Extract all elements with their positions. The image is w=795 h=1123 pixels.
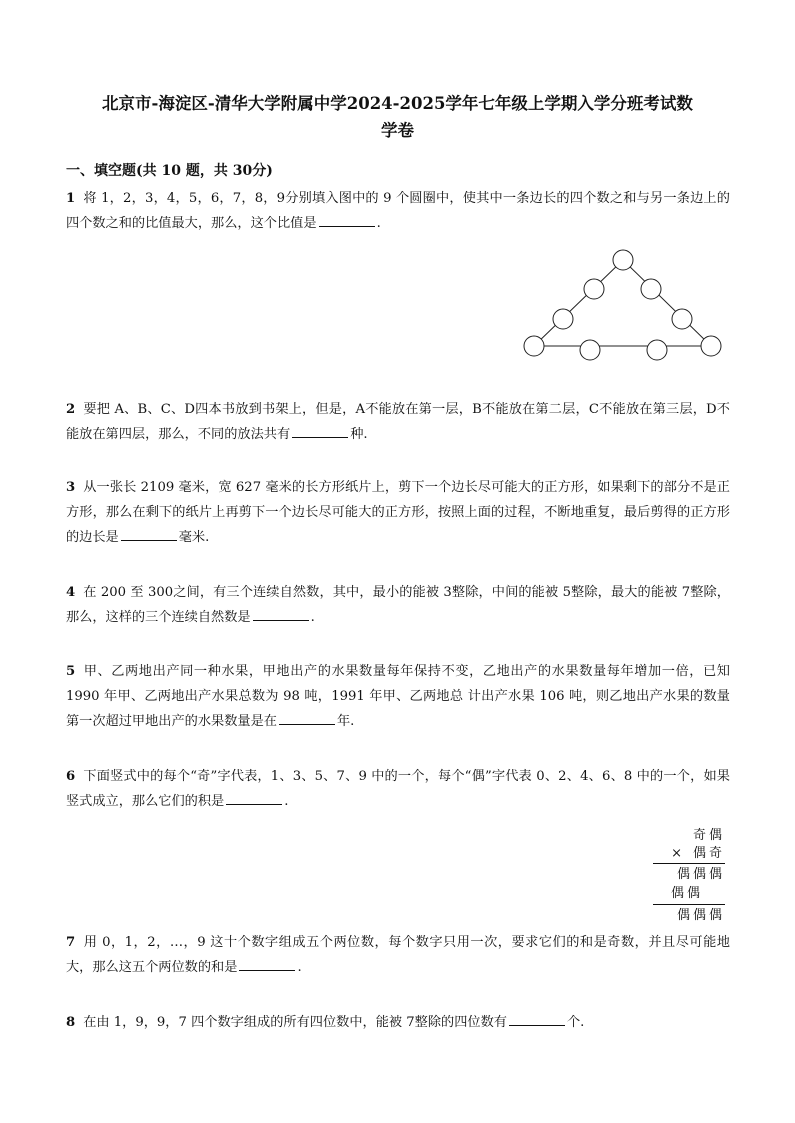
circle-base-1 [580,340,600,360]
question-number: 3 [66,480,76,495]
title-line-1: 北京市-海淀区-清华大学附属中学2024-2025学年七年级上学期入学分班考试数 [102,94,693,113]
question-4 [66,580,730,630]
question-3 [66,475,730,550]
question-text-end: 种. [350,427,368,442]
question-text-end: . [376,216,381,231]
answer-blank[interactable] [292,423,348,438]
question-number: 2 [66,402,76,417]
question-number: 6 [66,769,76,784]
question-number: 4 [66,585,76,600]
circle-bottom-left [524,336,544,356]
answer-blank[interactable] [239,956,295,971]
answer-blank[interactable] [253,606,309,621]
question-number: 1 [66,191,76,206]
rule-line [653,904,725,905]
page-title [60,90,735,144]
question-number: 5 [66,664,76,679]
rule-line [653,863,725,864]
question-number: 7 [66,935,76,950]
question-text: 在 200 至 300之间，有三个连续自然数，其中，最小的能被 3整除，中间的能被 5整除，最大的能被 7整除，那么，这样的三个连续自然数是 [66,585,730,625]
triangle-left-side [534,260,623,346]
circle-right-lower [672,309,692,329]
circle-right-upper [641,279,661,299]
question-text-end: 毫米. [178,530,210,545]
question-text-end: 个. [566,1015,585,1030]
circle-left-lower [553,309,573,329]
title-line-2: 学卷 [381,121,414,140]
section-heading: 一、填空题(共 10 题，共 30分) [66,163,273,179]
partial-product-2: 偶偶 [670,886,703,901]
question-6 [66,764,730,814]
answer-blank[interactable] [121,526,177,541]
answer-blank[interactable] [226,790,282,805]
triangle-right-side [623,260,711,346]
multiplicand: 奇偶 [692,828,725,843]
question-text: 从一张长 2109 毫米，宽 627 毫米的长方形纸片上，剪下一个边长尽可能大的正方形，如果剩下的部分不是正方形，那么在剩下的纸片上再剪下一个边长尽可能大的正方形，按照上面的过程，不断地重复，最后剪得的正方形的边长是 [66,480,730,545]
final-product: 偶偶偶 [676,908,725,923]
question-text: 将 1，2，3，4，5，6，7，8，9分别填入图中的 9 个圆圈中，使其中一条边长的四个数之和与另一条边上的四个数之和的比值最大，那么，这个比值是 [66,191,730,231]
multiplier-digits: 偶奇 [692,846,725,861]
question-number: 8 [66,1015,76,1030]
question-8 [66,1010,730,1035]
question-text: 在由 1，9，9，7 四个数字组成的所有四位数中，能被 7整除的四位数有 [83,1015,507,1030]
vertical-multiplication [650,826,725,926]
times-sign: × [671,846,685,861]
answer-blank[interactable] [279,710,335,725]
question-text: 用 0，1，2，…，9 这十个数字组成五个两位数，每个数字只用一次，要求它们的和是奇数，并且尽可能地大，那么这五个两位数的和是 [66,935,730,975]
circle-top [613,250,633,270]
partial-product-1: 偶偶偶 [676,867,725,882]
question-text-end: . [284,794,289,809]
question-text-end: . [297,960,302,975]
question-text: 要把 A、B、C、D四本书放到书架上，但是，A不能放在第一层，B不能放在第二层，C不能放在第三层，D不能放在第四层，那么，不同的放法共有 [66,402,730,442]
question-5 [66,659,730,734]
question-1 [66,186,730,236]
question-text-end: 年. [337,714,355,729]
answer-blank[interactable] [509,1011,565,1026]
question-text-end: . [310,610,315,625]
triangle-circle-diagram [520,248,725,363]
question-text: 甲、乙两地出产同一种水果，甲地出产的水果数量每年保持不变，乙地出产的水果数量每年增加一倍，已知 1990 年甲、乙两地出产水果总数为 98 吨，1991 年甲、乙两地总 计出产水果 106 吨，则乙地出产水果的数量第一次超过甲地出产的水果数量是在 [66,664,730,729]
question-text: 下面竖式中的每个“奇”字代表，1、3、5、7、9 中的一个，每个“偶”字代表 0、2、4、6、8 中的一个，如果竖式成立，那么它们的积是 [66,769,730,809]
answer-blank[interactable] [319,212,375,227]
multiplier [671,844,725,863]
circle-left-upper [584,279,604,299]
circle-bottom-right [701,336,721,356]
circle-base-2 [647,340,667,360]
question-2 [66,397,730,447]
question-7 [66,930,730,980]
